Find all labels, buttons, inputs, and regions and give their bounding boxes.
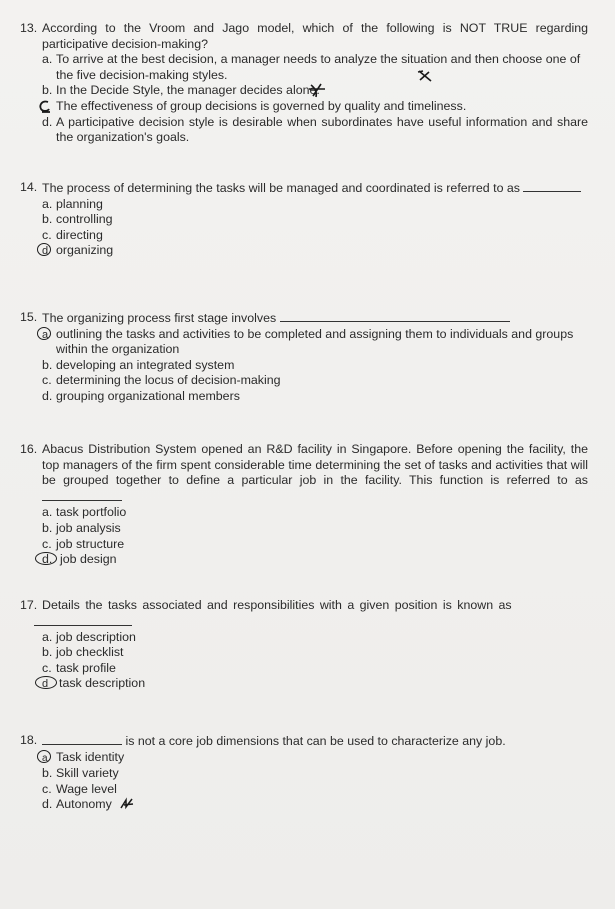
selected-answer-circle bbox=[37, 327, 51, 340]
option-16c bbox=[42, 537, 588, 553]
question-number: 18. bbox=[20, 733, 38, 747]
option-15a bbox=[42, 327, 588, 358]
option-text: planning bbox=[56, 196, 103, 211]
question-14-stem bbox=[20, 180, 588, 197]
option-letter bbox=[42, 99, 56, 115]
option-13b bbox=[42, 83, 588, 99]
option-letter: b. bbox=[42, 212, 53, 227]
option-letter: a. bbox=[42, 505, 53, 520]
answer-blank bbox=[523, 180, 581, 192]
scribbled-answer-mark bbox=[38, 99, 52, 114]
option-17b bbox=[42, 645, 588, 661]
option-letter: a. bbox=[42, 52, 53, 67]
question-17 bbox=[20, 598, 588, 693]
option-15b bbox=[42, 358, 588, 374]
option-16a bbox=[42, 505, 588, 521]
selected-answer-circle bbox=[37, 243, 51, 256]
option-letter: c. bbox=[42, 536, 52, 551]
selected-answer-circle bbox=[35, 676, 57, 689]
question-text: Abacus Distribution System opened an R&D facility in Singapore. Before opening the facility, the top managers of the firm spent considerable time determining the set of tasks and activities that will be grouped together to define a particular job in the facility. This function is referred to as bbox=[42, 442, 588, 505]
answer-blank bbox=[42, 733, 122, 745]
option-text: controlling bbox=[56, 212, 113, 227]
option-17a bbox=[42, 630, 588, 646]
option-18a bbox=[42, 750, 588, 767]
option-letter: c. bbox=[42, 373, 52, 388]
question-13 bbox=[20, 21, 588, 146]
option-text: job analysis bbox=[56, 520, 121, 535]
question-16 bbox=[20, 442, 588, 568]
question-16-stem bbox=[20, 442, 588, 505]
question-number: 13. bbox=[20, 21, 38, 35]
option-text: To arrive at the best decision, a manager needs to analyze the situation and then choose one of the five decision-making styles. bbox=[56, 52, 581, 82]
option-letter: b. bbox=[42, 357, 53, 372]
option-text: grouping organizational members bbox=[56, 388, 240, 403]
option-letter: b. bbox=[42, 520, 53, 535]
cross-mark-icon bbox=[417, 69, 433, 83]
option-text: directing bbox=[56, 227, 103, 242]
option-17d bbox=[42, 676, 588, 693]
option-13c bbox=[42, 99, 588, 115]
option-17c bbox=[42, 661, 588, 677]
answer-blank-line bbox=[34, 614, 588, 630]
option-letter: d bbox=[42, 676, 56, 693]
question-text: According to the Vroom and Jago model, which of the following is NOT TRUE regarding participative decision-making? bbox=[42, 21, 588, 51]
option-18c bbox=[42, 782, 588, 798]
option-15d bbox=[42, 389, 588, 405]
selected-answer-circle bbox=[35, 552, 57, 565]
option-text: organizing bbox=[56, 243, 114, 258]
option-text: job design bbox=[60, 552, 117, 567]
option-14c bbox=[42, 228, 588, 244]
option-text: Skill variety bbox=[56, 766, 119, 781]
option-letter: c. bbox=[42, 781, 52, 796]
option-text: job checklist bbox=[56, 645, 124, 660]
option-text: job description bbox=[56, 629, 136, 644]
option-letter: a. bbox=[42, 629, 53, 644]
question-15 bbox=[20, 310, 588, 405]
question-18-stem bbox=[20, 733, 588, 750]
option-letter: d bbox=[42, 243, 56, 260]
scribble-mark-icon bbox=[119, 797, 135, 810]
option-text: developing an integrated system bbox=[56, 357, 235, 372]
question-text: The process of determining the tasks will be managed and coordinated is referred to as bbox=[42, 180, 588, 197]
option-text: task description bbox=[59, 676, 146, 691]
option-letter: d. bbox=[42, 114, 53, 129]
option-14b bbox=[42, 212, 588, 228]
question-text: is not a core job dimensions that can be used to characterize any job. bbox=[42, 733, 588, 750]
option-text: In the Decide Style, the manager decides alone. bbox=[56, 83, 320, 98]
question-15-stem bbox=[20, 310, 588, 327]
option-text: job structure bbox=[56, 536, 125, 551]
question-text: Details the tasks associated and responsibilities with a given position is known as bbox=[42, 598, 512, 612]
question-number: 15. bbox=[20, 310, 38, 324]
option-letter: a bbox=[42, 750, 56, 767]
option-14d bbox=[42, 243, 588, 260]
answer-blank bbox=[34, 614, 132, 626]
option-18d bbox=[42, 797, 588, 813]
option-text: Task identity bbox=[56, 749, 125, 764]
option-letter: b. bbox=[42, 645, 53, 660]
option-letter: a. bbox=[42, 196, 53, 211]
selected-answer-circle bbox=[37, 750, 51, 763]
cross-mark-icon bbox=[307, 83, 327, 98]
option-text: A participative decision style is desirable when subordinates have useful information and share the organization's goals. bbox=[56, 114, 588, 145]
option-letter: d. bbox=[42, 552, 56, 568]
option-letter: b. bbox=[42, 766, 53, 781]
option-text: Wage level bbox=[56, 781, 117, 796]
option-text: outlining the tasks and activities to be completed and assigning them to individuals and groups within the organization bbox=[56, 326, 574, 357]
option-text: task profile bbox=[56, 660, 116, 675]
question-14 bbox=[20, 180, 588, 260]
question-17-stem bbox=[20, 598, 588, 614]
option-text: The effectiveness of group decisions is governed by quality and timeliness. bbox=[56, 98, 467, 113]
option-letter: a bbox=[42, 327, 56, 358]
option-letter: c. bbox=[42, 660, 52, 675]
question-13-stem bbox=[20, 21, 588, 52]
question-18 bbox=[20, 733, 588, 813]
question-number: 16. bbox=[20, 442, 38, 456]
answer-blank bbox=[42, 489, 122, 501]
option-13d bbox=[42, 115, 588, 146]
option-13a bbox=[42, 52, 588, 83]
option-14a bbox=[42, 197, 588, 213]
option-letter: d. bbox=[42, 388, 53, 403]
option-16d bbox=[42, 552, 588, 568]
option-letter: b. bbox=[42, 83, 53, 98]
question-text: The organizing process first stage involves bbox=[42, 310, 588, 327]
option-text: Autonomy bbox=[56, 797, 588, 813]
option-15c bbox=[42, 373, 588, 389]
option-letter: d. bbox=[42, 797, 53, 812]
option-text: task portfolio bbox=[56, 505, 127, 520]
question-number: 17. bbox=[20, 598, 38, 612]
option-16b bbox=[42, 521, 588, 537]
answer-blank bbox=[280, 310, 510, 322]
option-18b bbox=[42, 766, 588, 782]
option-letter: c. bbox=[42, 227, 52, 242]
question-number: 14. bbox=[20, 180, 38, 194]
option-text: determining the locus of decision-making bbox=[56, 373, 281, 388]
